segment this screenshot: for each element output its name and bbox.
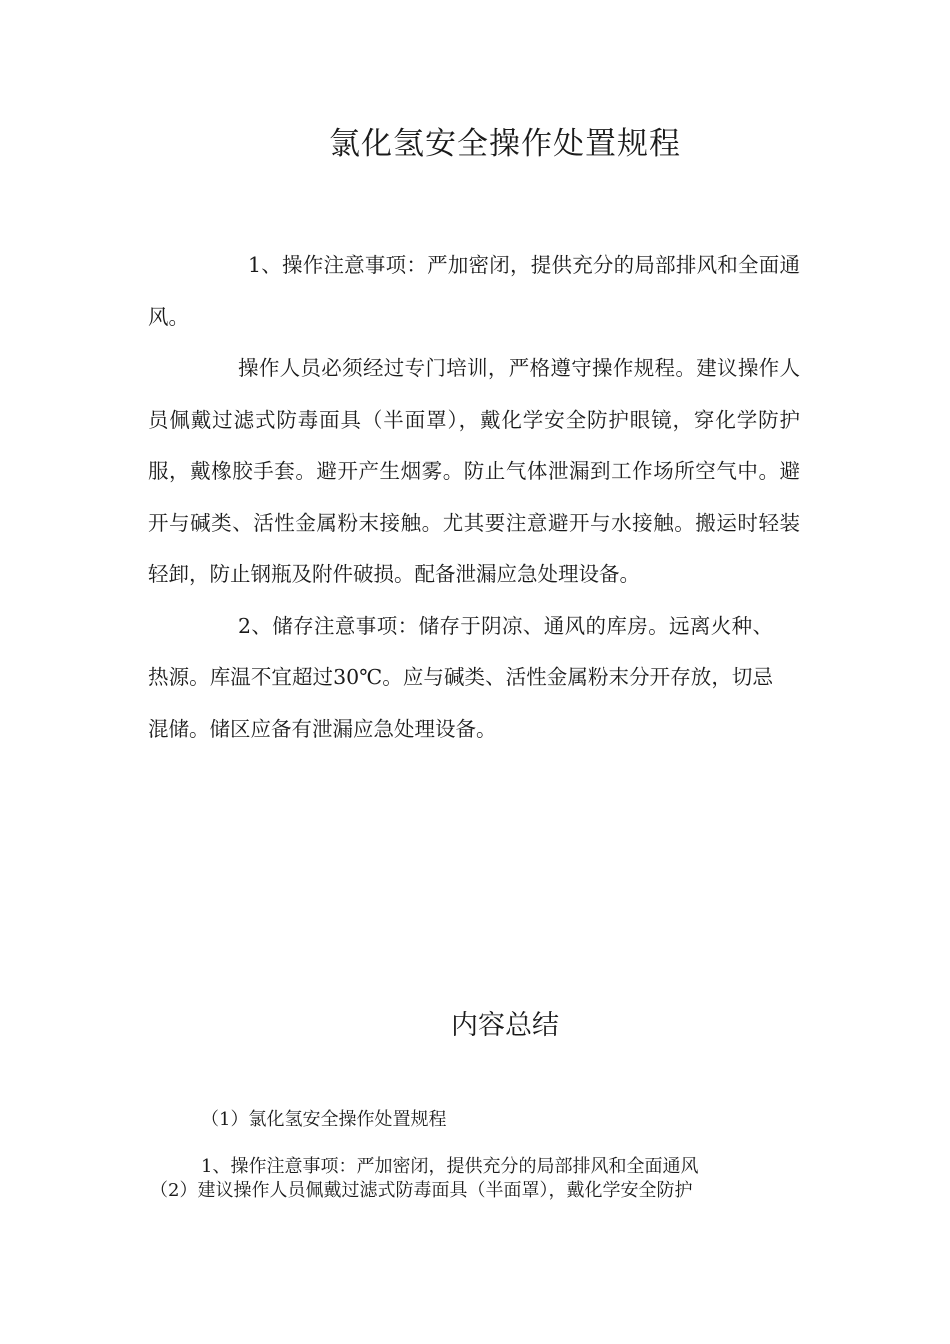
paragraph-operator-requirements: 操作人员必须经过专门培训，严格遵守操作规程。建议操作人员佩戴过滤式防毒面具（半面罩），戴化学安全防护眼镜，穿化学防护服，戴橡胶手套。避开产生烟雾。防止气体泄漏到工作场所空气中。避开与碱类、活性金属粉末接触。尤其要注意避开与水接触。搬运时轻装轻卸，防止钢瓶及附件破损。配备泄漏应急处理设备。 <box>148 356 800 586</box>
summary-item: （2）建议操作人员佩戴过滤式防毒面具（半面罩），戴化学安全防护 <box>150 1180 693 1201</box>
paragraph-storage-notes: 2、储存注意事项：储存于阴凉、通风的库房。远离火种、热源。库温不宜超过30℃。应与碱类、活性金属粉末分开存放，切忌混储。储区应备有泄漏应急处理设备。 <box>148 613 773 741</box>
summary-item: 1、操作注意事项：严加密闭，提供充分的局部排风和全面通风 <box>201 1156 699 1177</box>
summary-item: （1）氯化氢安全操作处置规程 <box>201 1109 447 1130</box>
summary-title: 内容总结 <box>451 1010 559 1041</box>
document-title: 氯化氢安全操作处置规程 <box>329 126 681 162</box>
document-body <box>148 240 800 755</box>
paragraph-operation-notes: 1、操作注意事项：严加密闭，提供充分的局部排风和全面通风。 <box>148 253 800 329</box>
